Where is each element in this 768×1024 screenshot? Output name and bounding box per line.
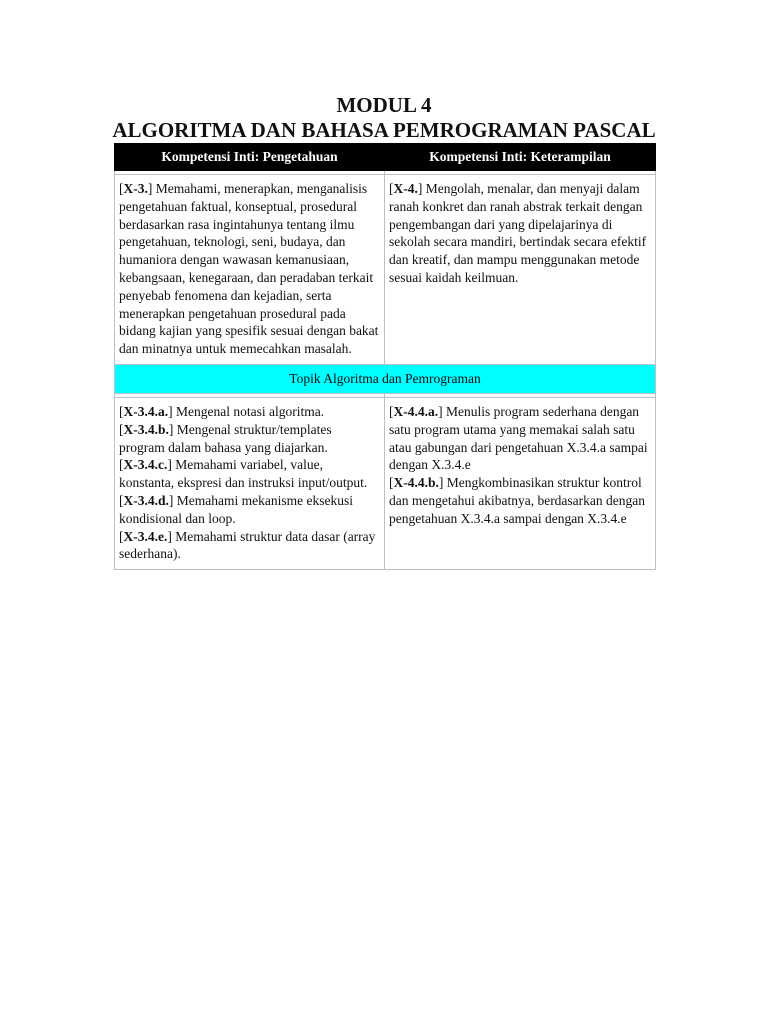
- item-code: X-4.: [393, 181, 418, 196]
- competency-table: [114, 143, 656, 570]
- ki-row: [115, 175, 656, 365]
- header-knowledge: Kompetensi Inti: Pengetahuan: [115, 144, 385, 171]
- item-code: X-3.4.b.: [123, 421, 169, 437]
- topic-row: [115, 364, 656, 393]
- item-code: X-3.: [123, 181, 148, 196]
- kd-row: [115, 397, 656, 569]
- item-text: Menulis program sederhana dengan satu program utama yang memakai salah satu atau gabungan dari pengetahuan X.3.4.a sampai dengan X.3.4.e: [389, 403, 648, 473]
- item-text: Memahami mekanisme eksekusi kondisional dan loop.: [119, 492, 353, 526]
- item-text: Memahami, menerapkan, menganalisis pengetahuan faktual, konseptual, prosedural berdasarkan rasa ingintahunya tentang ilmu pengetahuan, teknologi, seni, budaya, dan humaniora dengan wawasan kemanusiaan, kebangsaan, kenegaraan, dan peradaban terkait penyebab fenomena dan kejadian, serta menerapkan pengetahuan prosedural pada bidang kajian yang spesifik sesuai dengan bakat dan minatnya untuk memecahkan masalah.: [119, 181, 379, 357]
- header-row: [115, 144, 656, 171]
- list-item: [X-3.4.e.] Memahami struktur data dasar (array sederhana).: [119, 528, 376, 562]
- item-code: X-3.4.e.: [123, 528, 168, 544]
- list-item: [X-3.4.d.] Memahami mekanisme eksekusi kondisional dan loop.: [119, 492, 353, 526]
- kd-skills-cell: [385, 397, 656, 569]
- item-text: Mengkombinasikan struktur kontrol dan mengetahui akibatnya, berdasarkan dengan pengetahuan X.3.4.a sampai dengan X.3.4.e: [389, 475, 646, 526]
- topic-banner: Topik Algoritma dan Pemrograman: [115, 364, 656, 393]
- item-code: X-3.4.a.: [123, 403, 169, 419]
- list-item: [X-4.4.a.] Menulis program sederhana dengan satu program utama yang memakai salah satu atau gabungan dari pengetahuan X.3.4.a sampai dengan X.3.4.e: [389, 403, 648, 473]
- item-code: X-3.4.d.: [123, 492, 169, 508]
- item-code: X-3.4.c.: [123, 457, 168, 473]
- list-item: [X-3.4.c.] Memahami variabel, value, konstanta, ekspresi dan instruksi input/output.: [119, 457, 368, 491]
- list-item: [X-4.4.b.] Mengkombinasikan struktur kontrol dan mengetahui akibatnya, berdasarkan dengan pengetahuan X.3.4.a sampai dengan X.3.4.e: [389, 475, 646, 526]
- item-text: Mengenal notasi algoritma.: [172, 403, 325, 419]
- module-number: MODUL 4: [336, 93, 432, 117]
- module-title: ALGORITMA DAN BAHASA PEMROGRAMAN PASCAL: [112, 118, 656, 142]
- header-skills: Kompetensi Inti: Keterampilan: [385, 144, 656, 171]
- ki-knowledge-cell: [X-3.] Memahami, menerapkan, menganalisis pengetahuan faktual, konseptual, prosedural berdasarkan rasa ingintahunya tentang ilmu pengetahuan, teknologi, seni, budaya, dan humaniora dengan wawasan kemanusiaan, kebangsaan, kenegaraan, dan peradaban terkait penyebab fenomena dan kejadian, serta menerapkan pengetahuan prosedural pada bidang kajian yang spesifik sesuai dengan bakat dan minatnya untuk memecahkan masalah.: [115, 175, 385, 365]
- ki-skills-cell: [X-4.] Mengolah, menalar, dan menyaji dalam ranah konkret dan ranah abstrak terkait dengan pengembangan dari yang dipelajarinya di sekolah secara mandiri, bertindak secara efektif dan kreatif, dan mampu menggunakan metode sesuai kaidah keilmuan.: [385, 175, 656, 365]
- item-text: Mengenal struktur/templates program dalam bahasa yang diajarkan.: [119, 421, 332, 455]
- item-code: X-4.4.b.: [393, 475, 439, 491]
- item-text: Memahami variabel, value, konstanta, ekspresi dan instruksi input/output.: [119, 457, 368, 491]
- list-item: [X-3.4.b.] Mengenal struktur/templates program dalam bahasa yang diajarkan.: [119, 421, 332, 455]
- item-code: X-4.4.a.: [393, 403, 439, 419]
- list-item: [X-3.4.a.] Mengenal notasi algoritma.: [119, 403, 325, 419]
- kd-knowledge-cell: [115, 397, 385, 569]
- item-text: Memahami struktur data dasar (array sederhana).: [119, 528, 376, 562]
- item-text: Mengolah, menalar, dan menyaji dalam ranah konkret dan ranah abstrak terkait dengan pengembangan dari yang dipelajarinya di sekolah secara mandiri, bertindak secara efektif dan kreatif, dan mampu menggunakan metode sesuai kaidah keilmuan.: [389, 181, 647, 285]
